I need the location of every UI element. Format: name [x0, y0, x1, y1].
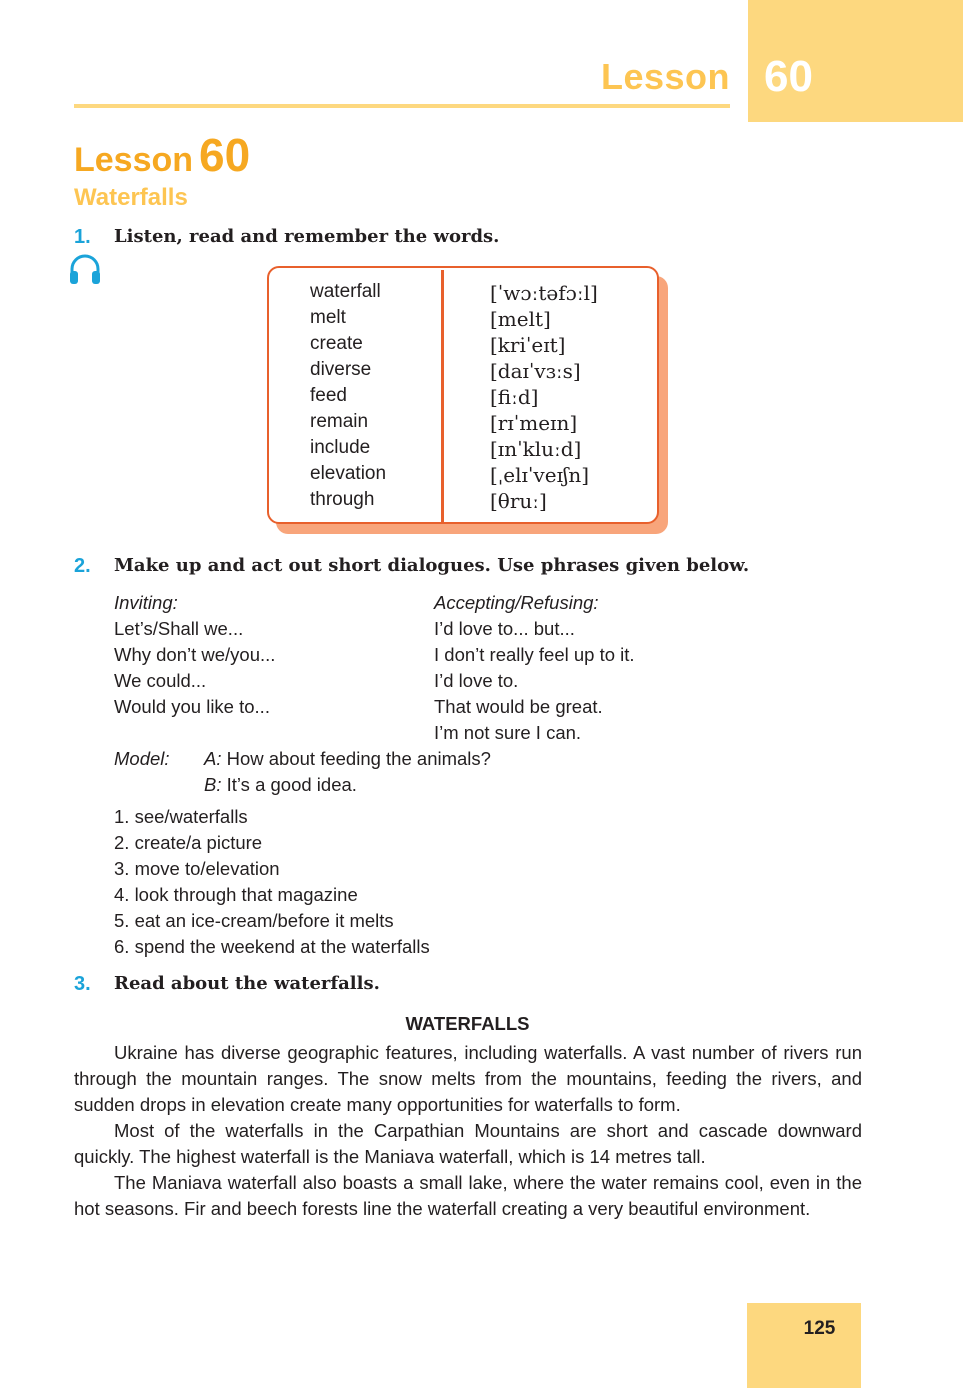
vocab-transcription: [kriˈeɪt]: [490, 333, 566, 357]
accepting-header: Accepting/Refusing:: [434, 592, 599, 613]
vocab-transcription: [θruː]: [490, 489, 547, 513]
vocab-transcription: [daɪˈvɜːs]: [490, 359, 581, 383]
model-line-b: [204, 772, 491, 798]
vocab-word-list: [310, 279, 386, 513]
inviting-phrase: Would you like to...: [114, 696, 270, 717]
header-lesson-label: Lesson: [600, 56, 730, 97]
model-label: Model:: [114, 748, 170, 769]
passage-paragraph: Ukraine has diverse geographic features, including waterfalls. A vast number of rivers run through the mountain ranges. The snow melts from the mountains, feeding the rivers, and sudden drops in elevation create many opportunities for waterfalls to form.: [74, 1042, 862, 1115]
vocab-divider: [441, 270, 444, 524]
inviting-phrase: Why don’t we/you...: [114, 644, 276, 665]
vocab-word: through: [310, 489, 375, 510]
reading-passage: [74, 1040, 862, 1222]
inviting-phrase: We could...: [114, 670, 207, 691]
accepting-phrase: I’d love to... but...: [434, 618, 575, 639]
vocab-transcription-list: [490, 280, 598, 514]
accepting-phrase: I’m not sure I can.: [434, 722, 582, 743]
accepting-phrase: I’d love to.: [434, 670, 519, 691]
accepting-phrase: I don’t really feel up to it.: [434, 644, 635, 665]
list-item: 1. see/waterfalls: [114, 806, 248, 827]
inviting-header: Inviting:: [114, 592, 178, 613]
page-title: [74, 128, 250, 182]
title-word: Lesson: [74, 141, 194, 179]
passage-paragraph: The Maniava waterfall also boasts a small lake, where the water remains cool, even in the hot seasons. Fir and beech forests line the waterfall creating a very beautiful environment.: [74, 1172, 862, 1219]
vocab-word: melt: [310, 307, 346, 328]
header-lesson-number: 60: [764, 52, 813, 101]
vocab-transcription: [ˌelɪˈveɪʃn]: [490, 463, 590, 487]
vocab-transcription: [ˈwɔːtəfɔːl]: [490, 281, 598, 305]
task-1-instruction: Listen, read and remember the words.: [114, 226, 500, 247]
task-2-instruction: Make up and act out short dialogues. Use phrases given below.: [114, 555, 750, 576]
vocab-transcription: [melt]: [490, 307, 551, 331]
speaker-a: A:: [204, 748, 222, 769]
vocab-word: elevation: [310, 463, 387, 484]
model-a-text: How about feeding the animals?: [221, 748, 491, 769]
vocab-word: create: [310, 333, 363, 354]
vocab-word: waterfall: [310, 281, 381, 302]
vocab-word: diverse: [310, 359, 372, 380]
vocab-word: feed: [310, 385, 347, 406]
page-subtitle: Waterfalls: [74, 184, 188, 211]
passage-paragraph: Most of the waterfalls in the Carpathian Mountains are short and cascade downward quickly. The highest waterfall is the Maniava waterfall, which is 14 metres tall.: [74, 1120, 862, 1167]
speaker-b: B:: [204, 774, 222, 795]
reading-title: WATERFALLS: [405, 1013, 530, 1034]
headphones-icon[interactable]: [68, 254, 102, 286]
model-b-text: It’s a good idea.: [221, 774, 357, 795]
dialogue-prompts-list: [114, 804, 430, 960]
vocab-transcription: [fiːd]: [490, 385, 539, 409]
vocab-transcription: [rɪˈmeɪn]: [490, 411, 578, 435]
model-line-a: [204, 746, 491, 772]
header-rule: [74, 104, 730, 108]
vocab-transcription: [ɪnˈkluːd]: [490, 437, 582, 461]
page-number-block: [747, 1303, 861, 1388]
vocab-word: include: [310, 437, 371, 458]
list-item: 4. look through that magazine: [114, 884, 358, 905]
task-1-number: 1.: [74, 226, 91, 248]
vocab-word: remain: [310, 411, 369, 432]
inviting-column: [114, 590, 275, 720]
list-item: 2. create/a picture: [114, 832, 263, 853]
task-3-number: 3.: [74, 973, 91, 995]
accepting-column: [434, 590, 635, 746]
list-item: 3. move to/elevation: [114, 858, 280, 879]
accepting-phrase: That would be great.: [434, 696, 603, 717]
model-dialogue: [204, 746, 491, 798]
list-item: 5. eat an ice-cream/before it melts: [114, 910, 394, 931]
task-2-number: 2.: [74, 555, 91, 577]
inviting-phrase: Let’s/Shall we...: [114, 618, 244, 639]
list-item: 6. spend the weekend at the waterfalls: [114, 936, 430, 957]
page-number: 125: [803, 1318, 836, 1339]
title-number: 60: [199, 129, 251, 181]
task-3-instruction: Read about the waterfalls.: [114, 973, 380, 994]
